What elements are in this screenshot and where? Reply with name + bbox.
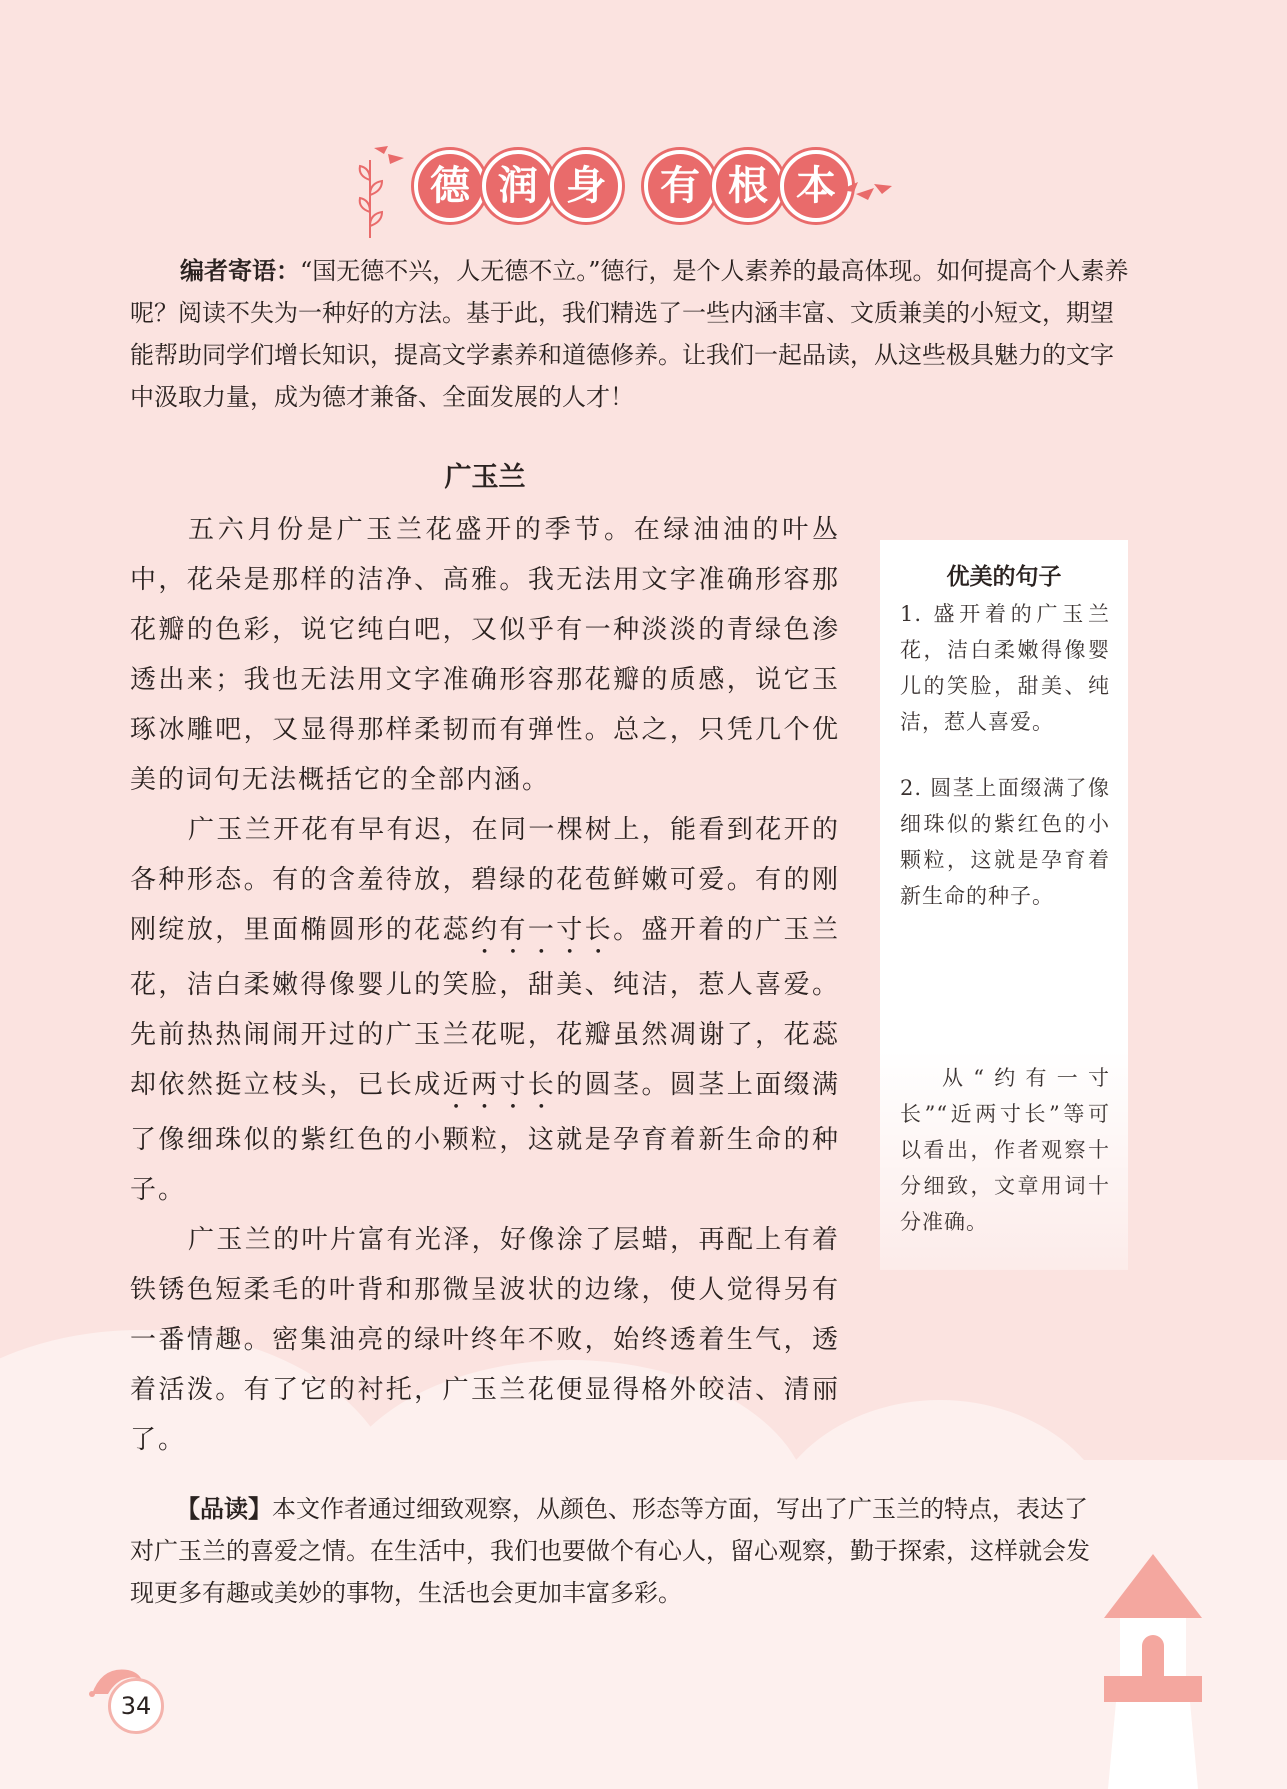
article-body — [130, 505, 840, 1465]
paragraph-text: 的圆茎。圆茎上面缀满了像细珠似的紫红色的小颗粒，这就是孕育着新生命的种子。 — [130, 1070, 840, 1205]
title-char: 身 — [550, 150, 622, 222]
reading-note-text: 本文作者通过细致观察，从颜色、形态等方面，写出了广玉兰的特点，表达了对广玉兰的喜爱之情。在生活中，我们也要做个有心人，留心观察，勤于探索，这样就会发现更多有趣或美妙的事物，生活也会更加丰富多彩。 — [130, 1495, 1090, 1607]
emphasized-phrase: 约有一寸长 — [470, 915, 614, 945]
side-note-3: 从“约有一寸长”“近两寸长”等可以看出，作者观察十分细致，文章用词十分准确。 — [900, 1066, 1110, 1234]
page-number-badge — [86, 1660, 176, 1740]
header-title — [414, 150, 848, 230]
article-paragraph-3: 广玉兰的叶片富有光泽，好像涂了层蜡，再配上有着铁锈色短柔毛的叶背和那微呈波状的边缘，使人觉得另有一番情趣。密集油亮的绿叶终年不败，始终透着生气，透着活泼。有了它的衬托，广玉兰花便显得格外皎洁、清丽了。 — [130, 1225, 840, 1455]
title-group-1 — [414, 150, 618, 230]
title-char: 润 — [482, 150, 554, 222]
reading-note-label: 【品读】 — [176, 1495, 272, 1523]
emphasized-phrase: 近两寸长 — [442, 1070, 557, 1100]
page-header — [0, 140, 1287, 240]
lighthouse-icon — [1098, 1548, 1208, 1789]
title-char: 德 — [414, 150, 486, 222]
leaves-icon — [838, 170, 898, 210]
side-notes-title: 优美的句子 — [946, 563, 1062, 590]
paragraph-text: 广玉兰开花有早有迟，在同一棵树上，能看到花开的各种形态。有的含羞待放，碧绿的花苞鲜嫩可爱。有的刚刚绽放，里面椭圆形的花蕊 — [130, 815, 840, 945]
title-char: 有 — [644, 150, 716, 222]
title-group-2 — [644, 150, 848, 230]
editor-note-label: 编者寄语： — [180, 257, 300, 285]
side-notes-panel — [880, 540, 1128, 1270]
article-title: 广玉兰 — [444, 462, 526, 493]
paragraph-text: 。盛开着的广玉兰花，洁白柔嫩得像婴儿的笑脸，甜美、纯洁，惹人喜爱。先前热热闹闹开过的广玉兰花呢，花瓣虽然凋谢了，花蕊却依然挺立枝头，已长成 — [130, 915, 840, 1100]
article-paragraph-2 — [130, 805, 840, 1215]
page-number: 34 — [108, 1678, 164, 1734]
side-note-1: 1. 盛开着的广玉兰花，洁白柔嫩得像婴儿的笑脸，甜美、纯洁，惹人喜爱。 — [900, 602, 1110, 734]
flower-sprig-icon — [352, 140, 412, 240]
title-char: 根 — [712, 150, 784, 222]
reading-note — [130, 1488, 1100, 1614]
title-char: 本 — [780, 150, 852, 222]
editor-note — [130, 250, 1130, 418]
editor-note-text: “国无德不兴，人无德不立。”德行，是个人素养的最高体现。如何提高个人素养呢？阅读不失为一种好的方法。基于此，我们精选了一些内涵丰富、文质兼美的小短文，期望能帮助同学们增长知识，提高文学素养和道德修养。让我们一起品读，从这些极具魅力的文字中汲取力量，成为德才兼备、全面发展的人才！ — [130, 257, 1129, 411]
side-note-2: 2. 圆茎上面缀满了像细珠似的紫红色的小颗粒，这就是孕育着新生命的种子。 — [900, 776, 1110, 908]
article-paragraph-1: 五六月份是广玉兰花盛开的季节。在绿油油的叶丛中，花朵是那样的洁净、高雅。我无法用文字准确形容那花瓣的色彩，说它纯白吧，又似乎有一种淡淡的青绿色渗透出来；我也无法用文字准确形容那花瓣的质感，说它玉琢冰雕吧，又显得那样柔韧而有弹性。总之，只凭几个优美的词句无法概括它的全部内涵。 — [130, 515, 840, 795]
